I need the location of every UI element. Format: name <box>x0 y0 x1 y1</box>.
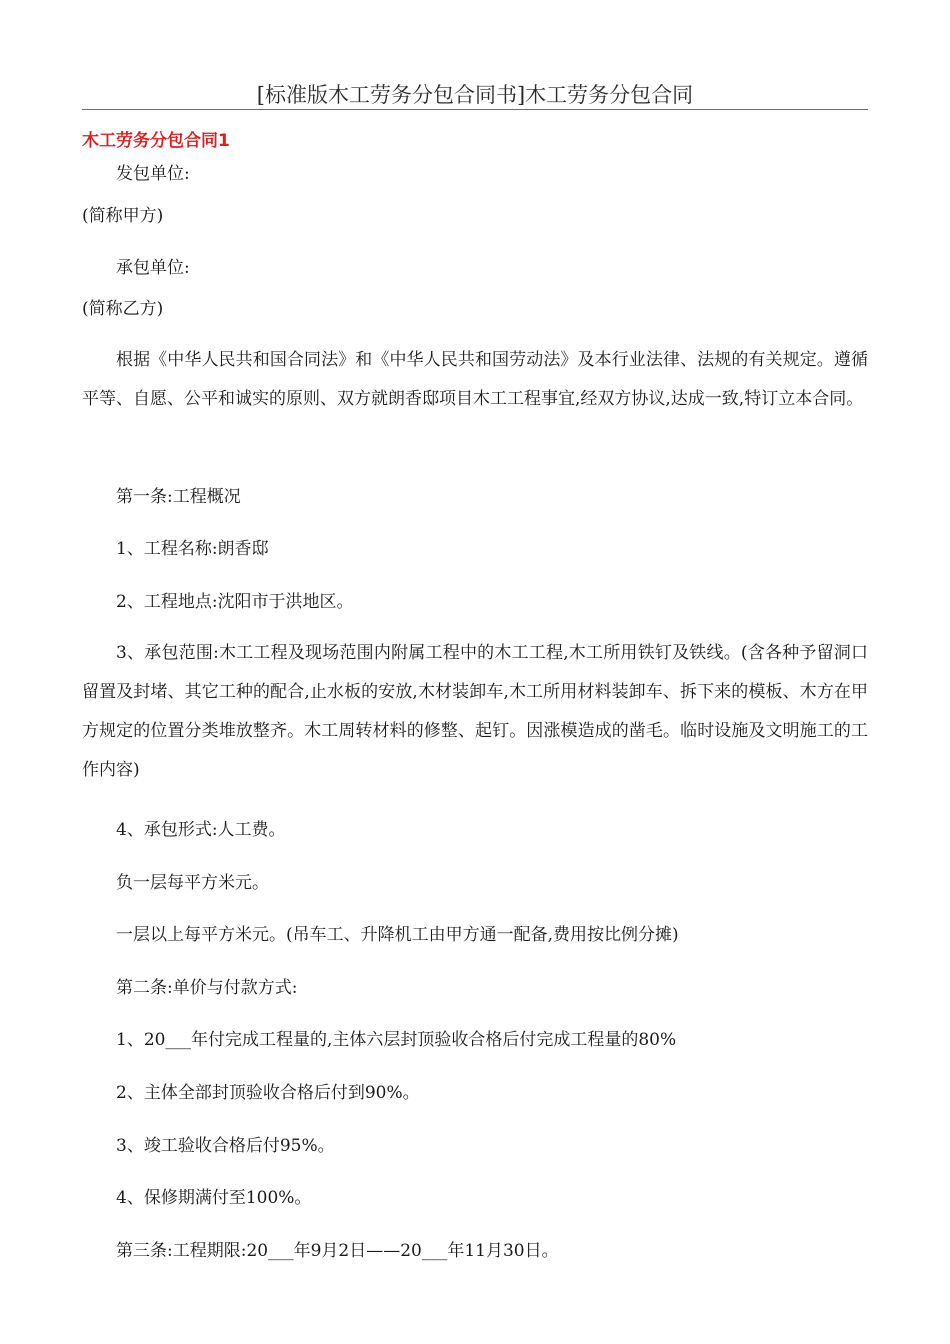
party-b-short: (简称乙方) <box>82 299 164 319</box>
party-a-label: 发包单位: <box>116 164 190 184</box>
price-upper-floors: 一层以上每平方米元。(吊车工、升降机工由甲方通一配备,费用按比例分摊) <box>116 925 679 945</box>
article2-item-3: 3、竣工验收合格后付95%。 <box>116 1136 335 1156</box>
preamble-paragraph: 根据《中华人民共和国合同法》和《中华人民共和国劳动法》及本行业法律、法规的有关规定。遵循平等、自愿、公平和诚实的原则、双方就朗香邸项目木工工程事宜,经双方协议,达成一致,特订立本合同。 <box>82 350 868 409</box>
article2-item-4: 4、保修期满付至100%。 <box>116 1188 312 1208</box>
price-basement: 负一层每平方米元。 <box>116 873 269 893</box>
article1-item-scope: 3、承包范围:木工工程及现场范围内附属工程中的木工工程,木工所用铁钉及铁线。(含各种予留洞口留置及封堵、其它工种的配合,止水板的安放,木材装卸车,木工所用材料装卸车、拆下来的模板、木方在甲方规定的位置分类堆放整齐。木工周转材料的修整、起钉。因涨模造成的凿毛。临时设施及文明施工的工作内容) <box>82 643 868 780</box>
article2-item-2: 2、主体全部封顶验收合格后付到90%。 <box>116 1083 420 1103</box>
article2-item-1: 1、20___年付完成工程量的,主体六层封顶验收合格后付完成工程量的80% <box>116 1030 677 1050</box>
article2-heading: 第二条:单价与付款方式: <box>116 978 298 998</box>
header-divider <box>82 109 868 110</box>
party-b-label: 承包单位: <box>116 258 190 278</box>
document-title: 木工劳务分包合同1 <box>82 131 230 151</box>
article1-item-name: 1、工程名称:朗香邸 <box>116 539 269 559</box>
article3-heading: 第三条:工程期限:20___年9月2日——20___年11月30日。 <box>116 1241 559 1261</box>
article1-item-form: 4、承包形式:人工费。 <box>116 820 286 840</box>
party-a-short: (简称甲方) <box>82 206 164 226</box>
article1-item-location: 2、工程地点:沈阳市于洪地区。 <box>116 592 354 612</box>
article1-heading: 第一条:工程概况 <box>116 487 241 507</box>
page-header-title: [标准版木工劳务分包合同书]木工劳务分包合同 <box>256 83 694 107</box>
